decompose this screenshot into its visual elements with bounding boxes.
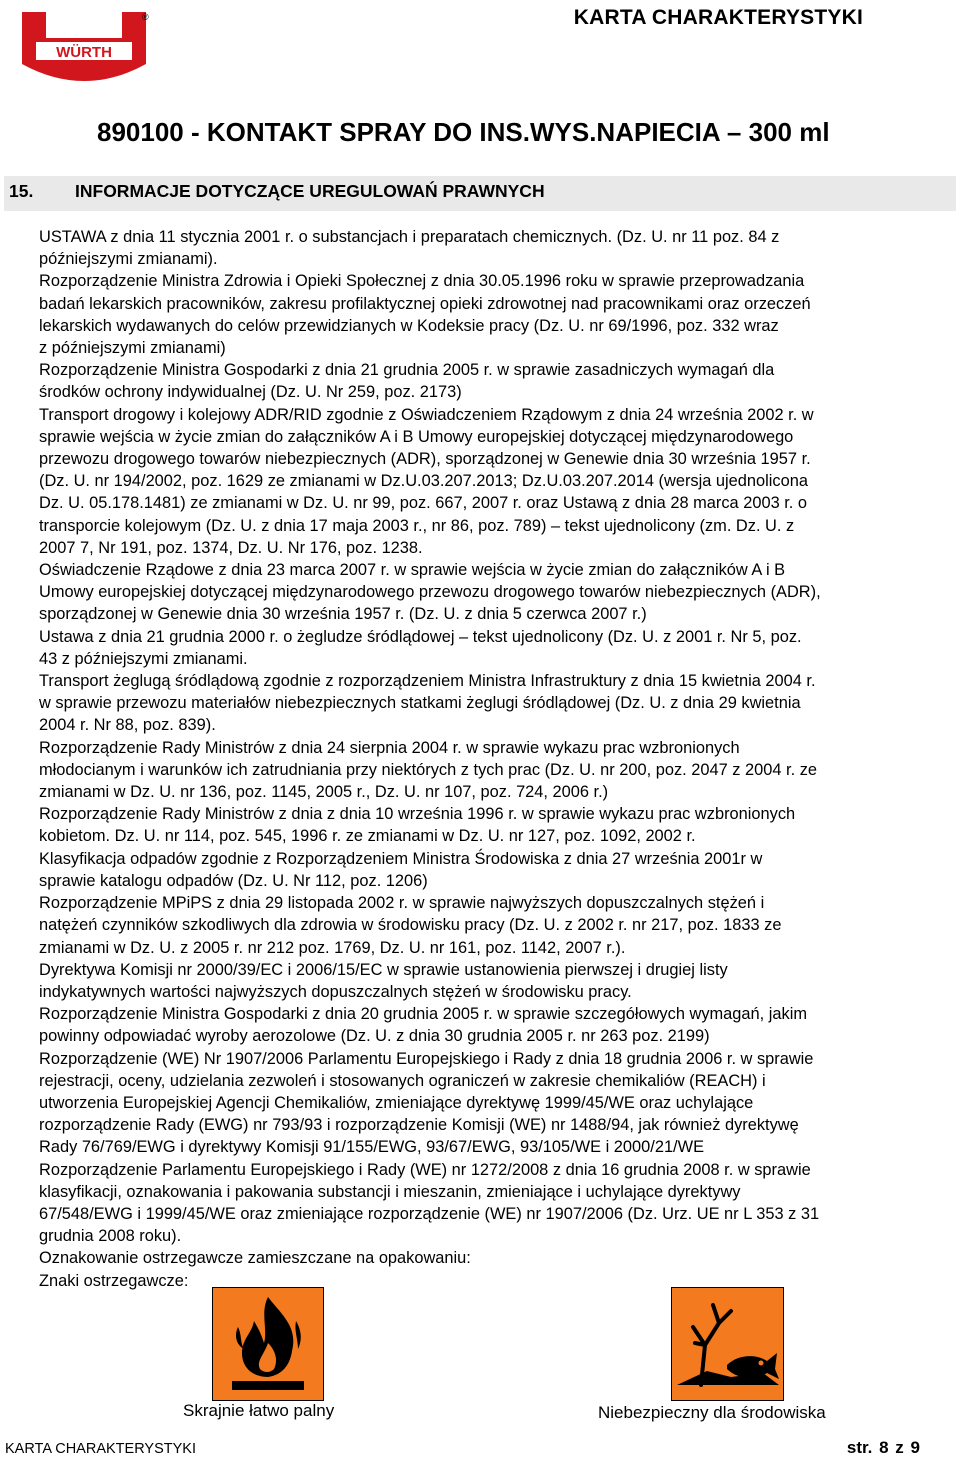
registered-mark: ® — [142, 12, 149, 22]
logo-text: WÜRTH — [56, 44, 112, 61]
wurth-logo — [18, 8, 150, 92]
dead-tree-fish-icon — [671, 1287, 784, 1401]
document-type-title: KARTA CHARAKTERYSTYKI — [573, 6, 863, 29]
product-title: 890100 - KONTAKT SPRAY DO INS.WYS.NAPIECIA – 300 ml — [97, 117, 830, 147]
section-title: INFORMACJE DOTYCZĄCE UREGULOWAŃ PRAWNYCH — [75, 181, 545, 201]
flame-icon — [212, 1287, 324, 1401]
regulations-text: USTAWA z dnia 11 stycznia 2001 r. o substancjach i preparatach chemicznych. (Dz. U. nr 11 poz. 84 z późniejszymi zmianami). Rozporządzenie Ministra Zdrowia i Opieki Społecznej z dnia 30.05.1996 roku w sprawie przeprowadzania badań lekarskich pracowników, zakresu profilaktycznej opieki zdrowotnej nad pracownikami oraz orzeczeń lekarskich wydawanych do celów przewidzianych w Kodeksie pracy (Dz. U. nr 69/1996, poz. 332 wraz z późniejszymi zmianami) Rozporządzenie Ministra Gospodarki z dnia 21 grudnia 2005 r. w sprawie zasadniczych wymagań dla środków ochrony indywidualnej (Dz. U. Nr 259, poz. 2173) Transport drogowy i kolejowy ADR/RID zgodnie z Oświadczeniem Rządowym z dnia 24 września 2002 r. w sprawie wejścia w życie zmian do załączników A i B Umowy europejskiej dotyczącej międzynarodowego przewozu drogowego towarów niebezpiecznych (ADR), sporządzonej w Genewie dnia 30 września 1957 r. (Dz. U. nr 194/2002, poz. 1629 ze zmianami w Dz.U.03.207.2013; Dz.U.03.207.2014 (wersja ujednolicona Dz. U. 05.178.1481) ze zmianami w Dz. U. nr 99, poz. 667, 2007 r. oraz Ustawą z dnia 28 marca 2003 r. o transporcie kolejowym (Dz. U. z dnia 17 maja 2003 r., nr 86, poz. 789) – tekst ujednolicony (zm. Dz. U. z 2007 7, Nr 191, poz. 1374, Dz. U. Nr 176, poz. 1238. Oświadczenie Rządowe z dnia 23 marca 2007 r. w sprawie wejścia w życie zmian do załączników A i B Umowy europejskiej dotyczącej międzynarodowego przewozu drogowego towarów niebezpiecznych (ADR), sporządzonej w Genewie dnia 30 września 1957 r. (Dz. U. z dnia 5 czerwca 2007 r.) Ustawa z dnia 21 grudnia 2000 r. o żegludze śródlądowej – tekst ujednolicony (Dz. U. z 2001 r. Nr 5, poz. 43 z późniejszymi zmianami. Transport żeglugą śródlądową zgodnie z rozporządzeniem Ministra Infrastruktury z dnia 15 kwietnia 2004 r. w sprawie przewozu materiałów niebezpiecznych statkami żeglugi śródlądowej (Dz. U. z dnia 29 kwietnia 2004 r. Nr 88, poz. 839). Rozporządzenie Rady Ministrów z dnia 24 sierpnia 2004 r. w sprawie wykazu prac wzbronionych młodocianym i warunków ich zatrudniania przy niektórych z tych prac (Dz. U. nr 200, poz. 2047 z 2004 r. ze zmianami w Dz. U. nr 136, poz. 1145, 2005 r., Dz. U. nr 107, poz. 724, 2006 r.) Rozporządzenie Rady Ministrów z dnia z dnia 10 września 1996 r. w sprawie wykazu prac wzbronionych kobietom. Dz. U. nr 114, poz. 545, 1996 r. ze zmianami w Dz. U. nr 127, poz. 1092, 2002 r. Klasyfikacja odpadów zgodnie z Rozporządzeniem Ministra Środowiska z dnia 27 września 2001r w sprawie katalogu odpadów (Dz. U. Nr 112, poz. 1206) Rozporządzenie MPiPS z dnia 29 listopada 2002 r. w sprawie najwyższych dopuszczalnych stężeń i natężeń czynników szkodliwych dla zdrowia w środowisku pracy (Dz. U. z 2002 r. nr 217, poz. 1833 ze zmianami w Dz. U. z 2005 r. nr 212 poz. 1769, Dz. U. nr 161, poz. 1142, 2007 r.). Dyrektywa Komisji nr 2000/39/EC i 2006/15/EC w sprawie ustanowienia pierwszej i drugiej listy indykatywnych wartości najwyższych dopuszczalnych stężeń w środowisku pracy. Rozporządzenie Ministra Gospodarki z dnia 20 grudnia 2005 r. w sprawie szczegółowych wymagań, jakim powinny odpowiadać wyroby aerozolowe (Dz. U. z dnia 30 grudnia 2005 r. nr 263 poz. 2199) Rozporządzenie (WE) Nr 1907/2006 Parlamentu Europejskiego i Rady z dnia 18 grudnia 2006 r. w sprawie rejestracji, oceny, udzielania zezwoleń i stosowanych ograniczeń w zakresie chemikaliów (REACH) i utworzenia Europejskiej Agencji Chemikaliów, zmieniające dyrektywę 1999/45/WE oraz uchylające rozporządzenie Rady (EWG) nr 793/93 i rozporządzenie Komisji (WE) nr 1488/94, jak również dyrektywę Rady 76/769/EWG i dyrektywy Komisji 91/155/EWG, 93/67/EWG, 93/105/WE i 2000/21/WE Rozporządzenie Parlamentu Europejskiego i Rady (WE) nr 1272/2008 z dnia 16 grudnia 2008 r. w sprawie klasyfikacji, oznakowania i pakowania substancji i mieszanin, zmieniające i uchylające dyrektywy 67/548/EWG i 1999/45/WE oraz zmieniające rozporządzenie (WE) nr 1907/2006 (Dz. Urz. UE nr L 353 z 31 grudnia 2008 roku). Oznakowanie ostrzegawcze zamieszczane na opakowaniu: Znaki ostrzegawcze: — [39, 228, 821, 1290]
section-heading — [4, 176, 956, 211]
pictogram-caption-flammable: Skrajnie łatwo palny — [183, 1401, 335, 1420]
page-number: str. 8 z 9 — [846, 1438, 920, 1457]
section-number: 15. — [9, 181, 34, 201]
footer-doc-type: KARTA CHARAKTERYSTYKI — [5, 1441, 196, 1457]
pictogram-caption-environment: Niebezpieczny dla środowiska — [598, 1403, 826, 1422]
